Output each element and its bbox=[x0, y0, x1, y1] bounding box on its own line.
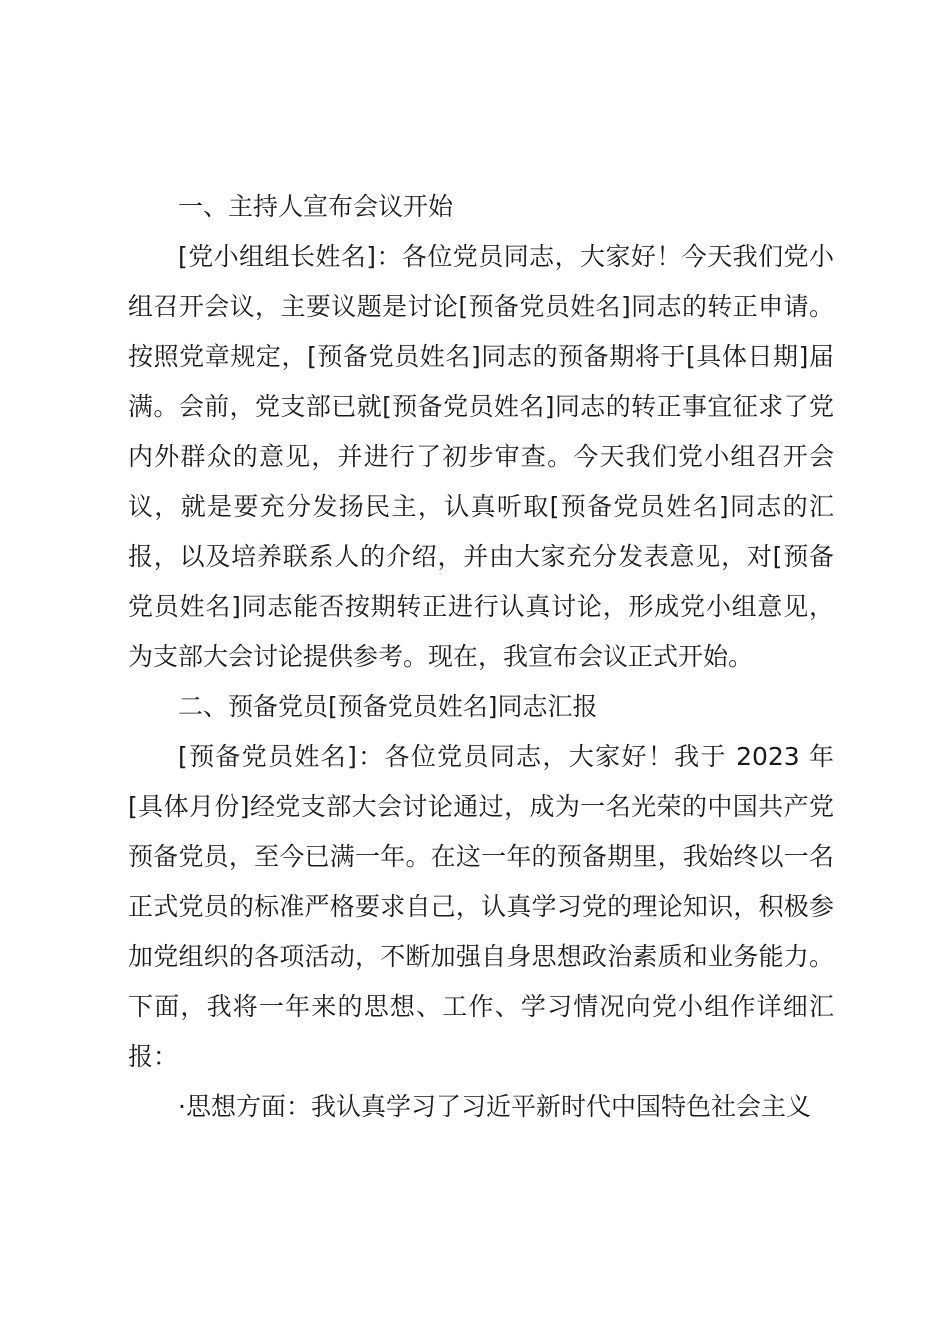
paragraph-member-report: [预备党员姓名]：各位党员同志，大家好！我于 2023 年[具体月份]经党支部大会讨论通过，成为一名光荣的中国共产党预备党员，至今已满一年。在这一年的预备期里，我始终以一名正式党员的标准严格要求自己，认真学习党的理论知识，积极参加党组织的各项活动，不断加强自身思想政治素质和业务能力。下面，我将一年来的思想、工作、学习情况向党小组作详细汇报： bbox=[128, 742, 834, 1071]
section-heading-member-report: 二、预备党员[预备党员姓名]同志汇报 bbox=[178, 692, 598, 721]
document-body bbox=[128, 182, 834, 1132]
paragraph-host-opening: [党小组组长姓名]：各位党员同志，大家好！今天我们党小组召开会议，主要议题是讨论[预备党员姓名]同志的转正申请。按照党章规定，[预备党员姓名]同志的预备期将于[具体日期]届满。会前，党支部已就[预备党员姓名]同志的转正事宜征求了党内外群众的意见，并进行了初步审查。今天我们党小组召开会议，就是要充分发扬民主，认真听取[预备党员姓名]同志的汇报，以及培养联系人的介绍，并由大家充分发表意见，对[预备党员姓名]同志能否按期转正进行认真讨论，形成党小组意见，为支部大会讨论提供参考。现在，我宣布会议正式开始。 bbox=[128, 242, 834, 671]
bullet-thought-aspect: ·思想方面：我认真学习了习近平新时代中国特色社会主义 bbox=[178, 1092, 811, 1121]
section-heading-meeting-start: 一、主持人宣布会议开始 bbox=[178, 192, 454, 221]
